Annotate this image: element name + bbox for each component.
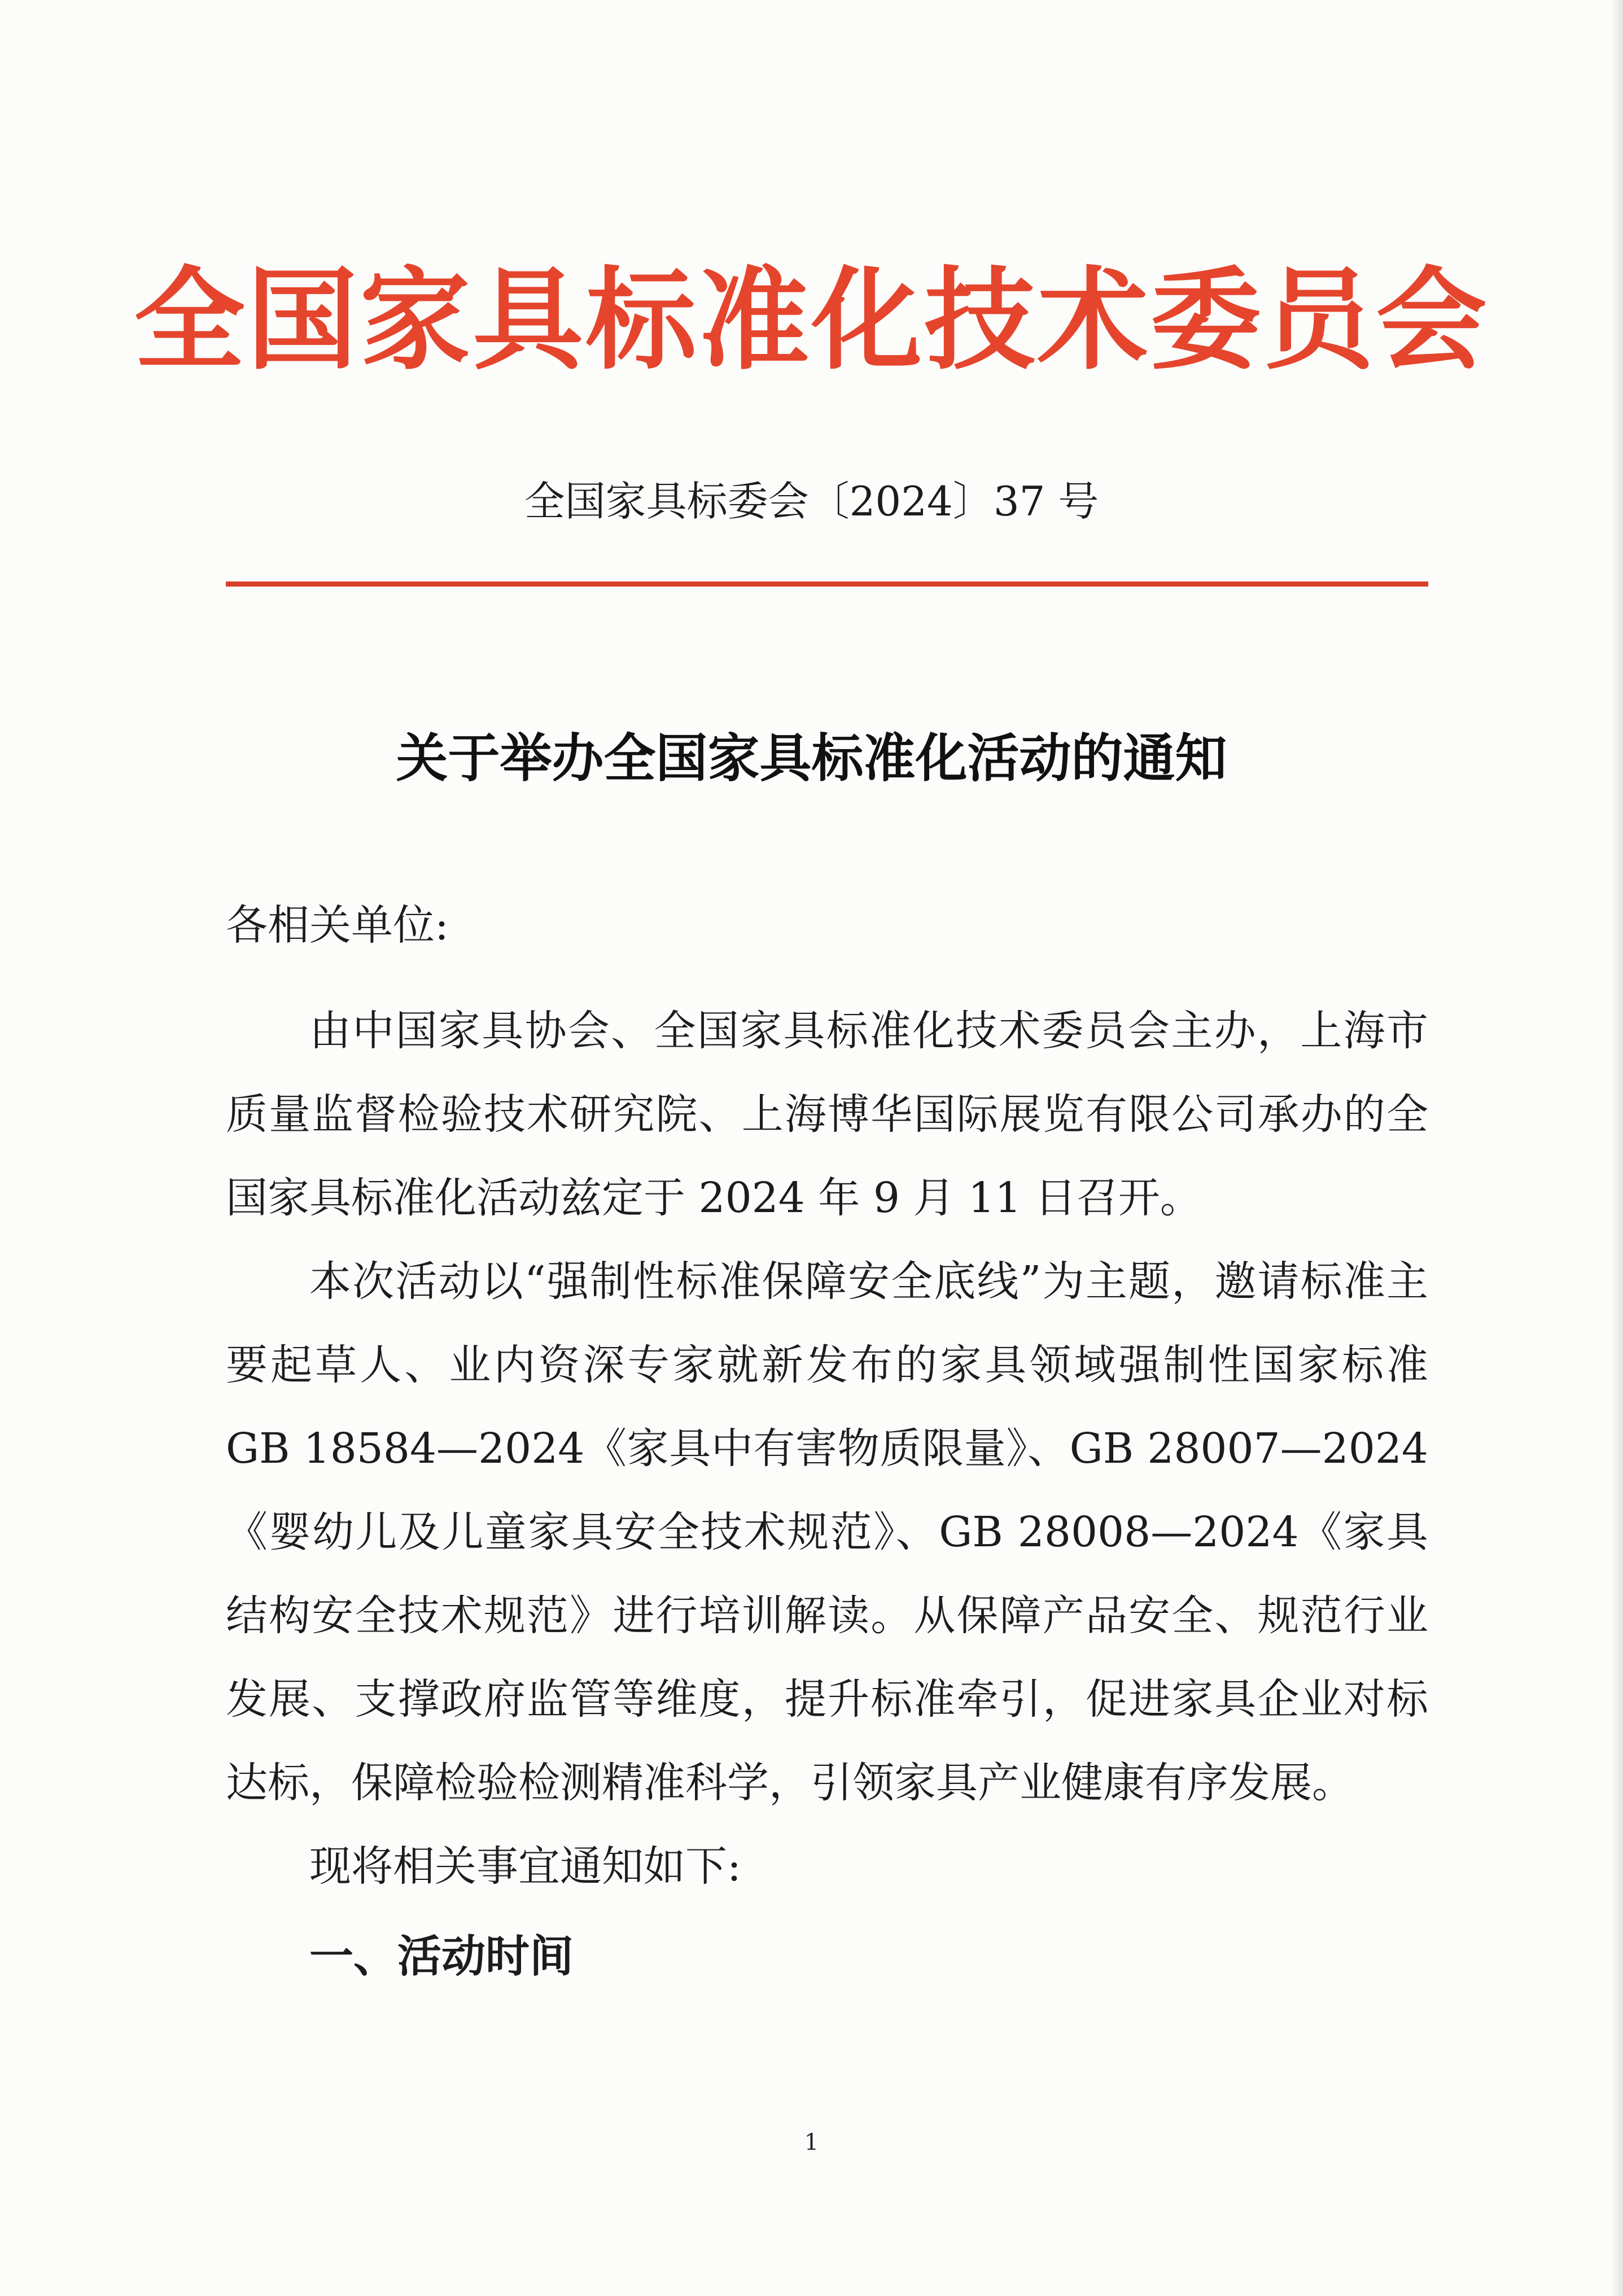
organization-masthead: 全国家具标准化技术委员会 [134, 256, 1489, 385]
paragraph-intro-list: 现将相关事宜通知如下: [309, 1842, 741, 1891]
section-heading-activity-time: 一、活动时间 [309, 1931, 574, 1982]
salutation: 各相关单位: [226, 901, 449, 950]
notice-title: 关于举办全国家具标准化活动的通知 [396, 728, 1227, 789]
paragraph-organizers: 由中国家具协会、全国家具标准化技术委员会主办，上海市质量监督检验技术研究院、上海博华国际展览有限公司承办的全国家具标准化活动兹定于 2024 年 9 月 11 日召开。 [226, 1007, 1428, 1222]
paragraph-theme: 本次活动以“强制性标准保障安全底线”为主题，邀请标准主要起草人、业内资深专家就新发布的家具领域强制性国家标准 GB 18584—2024《家具中有害物质限量》、GB 28007—2024《婴幼儿及儿童家具安全技术规范》、GB 28008—2024《家具结构安全技术规范》进行培训解读。从保障产品安全、规范行业发展、支撑政府监管等维度，提升标准牵引，促进家具企业对标达标，保障检验检测精准科学，引领家具产业健康有序发展。 [226, 1257, 1428, 1807]
red-divider-line [226, 581, 1428, 587]
page-number: 1 [804, 2129, 819, 2155]
document-number: 全国家具标委会〔2024〕37 号 [524, 478, 1099, 525]
notice-body [226, 989, 1428, 1908]
